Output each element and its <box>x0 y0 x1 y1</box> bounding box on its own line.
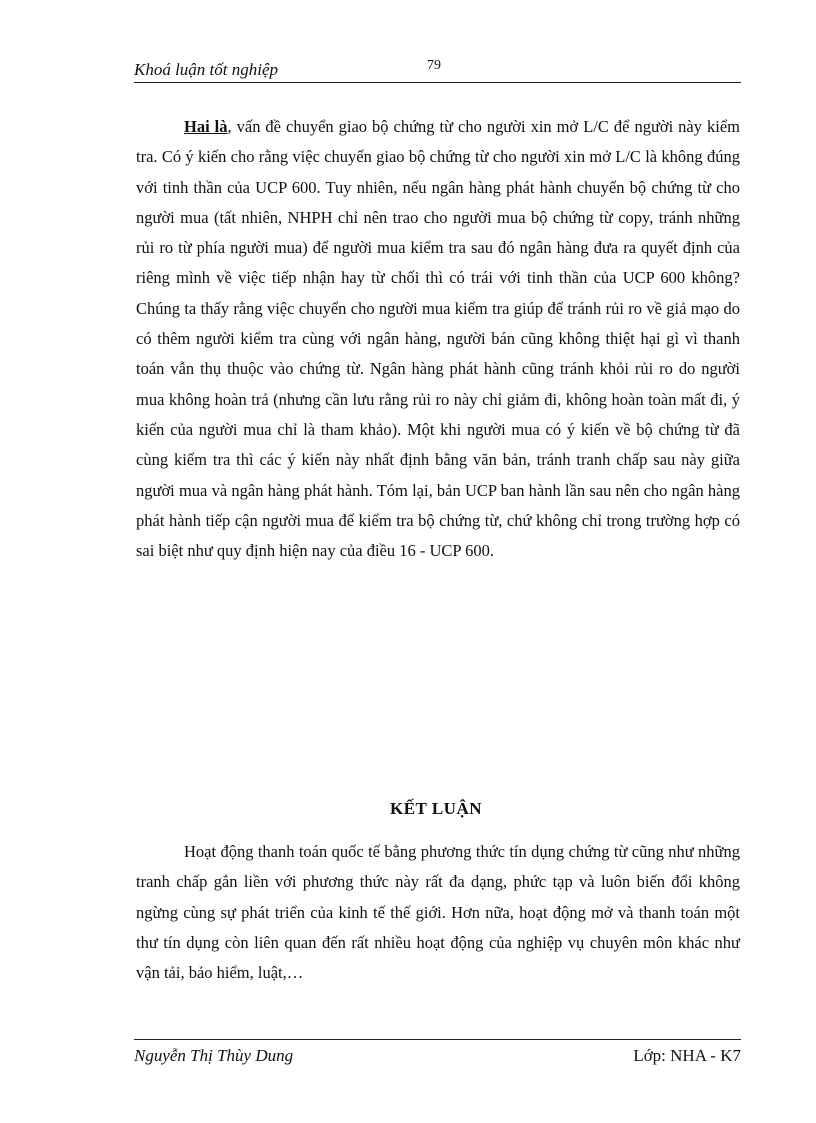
footer-author: Nguyễn Thị Thùy Dung <box>134 1046 294 1065</box>
body-paragraph-text: , vấn đề chuyển giao bộ chứng từ cho người xin mở L/C để người này kiểm tra. Có ý kiến cho rằng việc chuyển giao bộ chứng từ cho người xin mở L/C là không đúng với tinh thần của UCP 600. Tuy nhiên, nếu ngân hàng phát hành chuyển bộ chứng từ cho người mua (tất nhiên, NHPH chỉ nên trao cho người mua bộ chứng từ copy, tránh những rủi ro từ phía người mua) để người mua kiểm tra sau đó ngân hàng đưa ra quyết định của riêng mình về việc tiếp nhận hay từ chối thì có trái với tinh thần của UCP 600 không? Chúng ta thấy rằng việc chuyển cho người mua kiểm tra giúp để tránh rủi ro về giả mạo do có thêm người kiểm tra cùng với ngân hàng, người bán cũng không thiệt hại gì vì thanh toán vẫn thụ thuộc vào chứng từ. Ngân hàng phát hành cũng tránh khỏi rủi ro do người mua không hoàn trả (nhưng cần lưu rằng rủi ro này chỉ giảm đi, không hoàn toàn mất đi, ý kiến của người mua chỉ là tham khảo). Một khi người mua có ý kiến về bộ chứng từ đã cùng kiểm tra thì các ý kiến này nhất định bằng văn bản, tránh tranh chấp sau này giữa người mua và ngân hàng phát hành. Tóm lại, bản UCP ban hành lần sau nên cho ngân hàng phát hành tiếp cận người mua để kiểm tra bộ chứng từ, chứ không chỉ trong trường hợp có sai biệt như quy định hiện nay của điều 16 - UCP 600. <box>136 117 740 561</box>
header-title: Khoá luận tốt nghiệp <box>134 60 279 79</box>
footer-class-label: Lớp: NHA - K7 <box>633 1046 741 1065</box>
lead-term: Hai là <box>184 117 228 136</box>
conclusion-paragraph: Hoạt động thanh toán quốc tế bằng phương thức tín dụng chứng từ cũng như những tranh chấp gắn liền với phương thức này rất đa dạng, phức tạp và luôn biến đổi không ngừng cùng sự phát triển của kinh tế thế giới. Hơn nữa, hoạt động mở và thanh toán một thư tín dụng còn liên quan đến rất nhiều hoạt động của nghiệp vụ chuyên môn khác như vận tải, bảo hiểm, luật,… <box>136 842 740 983</box>
body-paragraph <box>136 112 740 566</box>
page-header <box>134 52 741 83</box>
conclusion-heading: KẾT LUẬN <box>389 799 482 818</box>
page-footer <box>134 1039 741 1080</box>
page-number: 79 <box>427 58 441 73</box>
